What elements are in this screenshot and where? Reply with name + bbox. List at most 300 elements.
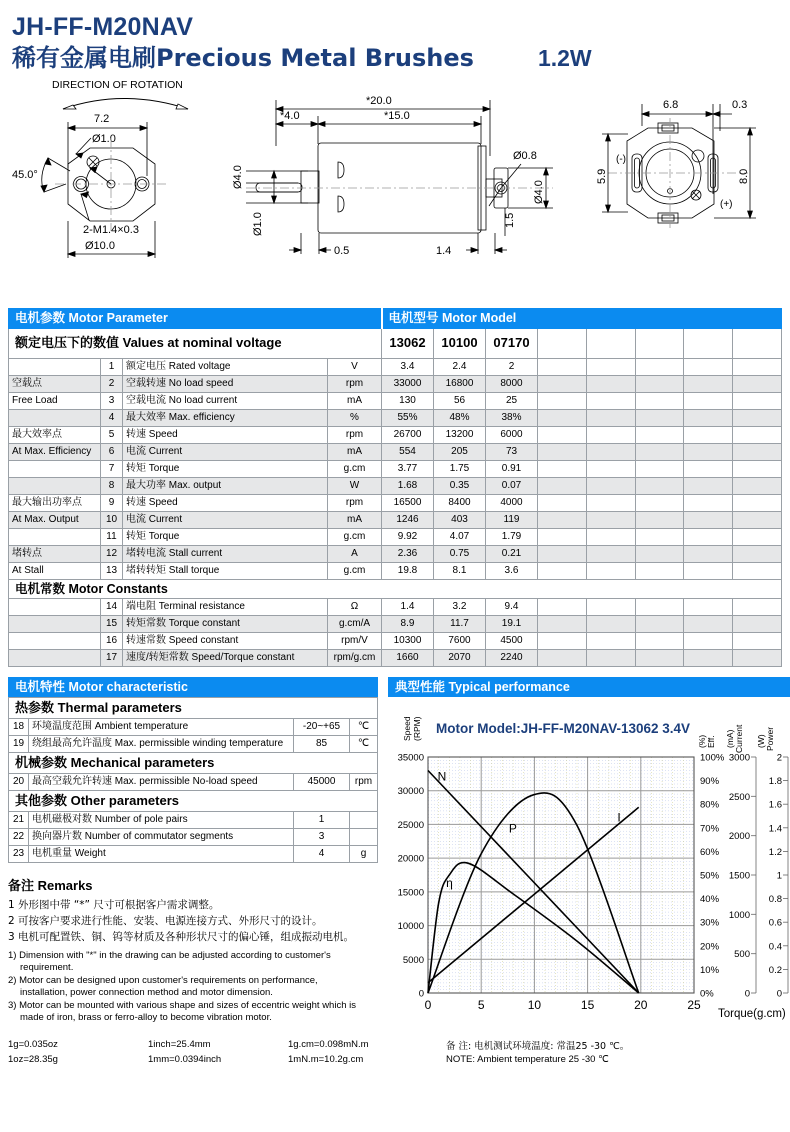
row-value-1: 205 (434, 443, 486, 460)
row-value-empty-1 (586, 649, 635, 666)
row-number: 4 (101, 409, 123, 426)
row-group: 堵转点 (9, 545, 101, 562)
row-value-empty-4 (733, 511, 782, 528)
ytick-eff: 10% (700, 964, 720, 976)
ytick-power: 0.6 (768, 917, 782, 929)
row-value-0: 130 (382, 392, 434, 409)
remark-line-en: requirement. (20, 962, 74, 973)
row-value-1: 56 (434, 392, 486, 409)
table-row (9, 735, 378, 752)
row-value-empty-1 (586, 409, 635, 426)
xtick: 5 (477, 997, 485, 1012)
row-value-empty-1 (586, 632, 635, 649)
row-name: 电机磁极对数 Number of pole pairs (29, 811, 294, 828)
x-axis-label: Torque(g.cm) (718, 1007, 786, 1020)
terminal-minus: (-) (616, 153, 626, 165)
row-value-empty-4 (733, 494, 782, 511)
row-value-empty-0 (538, 511, 587, 528)
row-number: 14 (101, 598, 123, 615)
row-unit: A (328, 545, 382, 562)
dim-0-5: 0.5 (334, 244, 350, 257)
row-value-0: 33000 (382, 375, 434, 392)
row-value-empty-1 (586, 615, 635, 632)
row-number: 18 (9, 718, 29, 735)
ytick-current: 500 (734, 948, 750, 960)
row-unit: g.cm (328, 528, 382, 545)
dimension-drawing-svg (8, 76, 782, 308)
row-number: 22 (9, 828, 29, 845)
row-value-empty-2 (635, 460, 684, 477)
unit-conversions (8, 1037, 378, 1067)
row-unit: W (328, 477, 382, 494)
dim-d0-8: Ø0.8 (513, 149, 537, 162)
dim-d1-0: Ø1.0 (92, 132, 116, 145)
motor-parameter-table (8, 308, 782, 667)
row-group (9, 615, 101, 632)
remark-line-cn: 3 电机可配置铁、铜、钨等材质及各种形状尺寸的偏心锤，组成振动电机。 (8, 930, 355, 943)
row-value-empty-4 (733, 562, 782, 579)
row-number: 16 (101, 632, 123, 649)
remark-line-cn: 2 可按客户要求进行性能、安装、电源连接方式、外形尺寸的设计。 (8, 914, 323, 927)
section-title: 机械参数 Mechanical parameters (9, 752, 378, 773)
row-value-2: 2240 (486, 649, 538, 666)
ytick-power: 0.4 (768, 940, 782, 952)
ytick-speed: 35000 (397, 752, 424, 763)
row-value-2: 9.4 (486, 598, 538, 615)
conversion-column-1 (148, 1037, 288, 1067)
row-value-empty-4 (733, 598, 782, 615)
table-row (9, 409, 782, 426)
row-value-empty-1 (586, 426, 635, 443)
row-value-empty-2 (635, 632, 684, 649)
row-number: 15 (101, 615, 123, 632)
ytick-current: 2500 (728, 791, 750, 803)
row-value-1: 2070 (434, 649, 486, 666)
row-value-empty-3 (684, 562, 733, 579)
row-value-empty-1 (586, 494, 635, 511)
row-value-empty-0 (538, 615, 587, 632)
row-value-empty-3 (684, 443, 733, 460)
ytick-current: 2000 (728, 830, 750, 842)
model-name-2: 07170 (486, 328, 538, 358)
row-unit: ℃ (350, 718, 378, 735)
ytick-power: 2 (776, 752, 782, 763)
row-value-2: 1.79 (486, 528, 538, 545)
ytick-power: 0.8 (768, 893, 782, 905)
row-value-empty-2 (635, 511, 684, 528)
table-row (9, 598, 782, 615)
row-value-empty-0 (538, 477, 587, 494)
row-value-empty-2 (635, 598, 684, 615)
conversion-item: 1g=0.035oz (8, 1038, 58, 1050)
row-value-empty-4 (733, 426, 782, 443)
y-axis-label-eff: Eff. (706, 734, 716, 748)
ytick-eff: 90% (700, 775, 720, 787)
row-value-empty-0 (538, 426, 587, 443)
row-value-empty-3 (684, 460, 733, 477)
row-number: 8 (101, 477, 123, 494)
row-name: 最高空载允许转速 Max. permissible No-load speed (29, 773, 294, 790)
xtick: 20 (634, 997, 648, 1012)
chart-title: Motor Model:JH-FF-M20NAV-13062 3.4V (436, 720, 691, 736)
model-empty-2 (635, 328, 684, 358)
row-value-1: 7600 (434, 632, 486, 649)
row-unit: rpm (328, 426, 382, 443)
row-group (9, 632, 101, 649)
row-value-2: 0.07 (486, 477, 538, 494)
remark-line-en: 1) Dimension with "*" in the drawing can be adjusted according to customer's (8, 949, 331, 961)
row-value-2: 0.21 (486, 545, 538, 562)
row-value-1: 0.35 (434, 477, 486, 494)
row-name: 转矩 Torque (123, 528, 328, 545)
row-value-2: 119 (486, 511, 538, 528)
row-value-empty-4 (733, 632, 782, 649)
row-value-empty-2 (635, 443, 684, 460)
row-value-empty-2 (635, 545, 684, 562)
row-value-0: 1660 (382, 649, 434, 666)
row-unit: ℃ (350, 735, 378, 752)
dim-thread: 2-M1.4×0.3 (83, 223, 139, 236)
row-value-empty-3 (684, 477, 733, 494)
dim-4-0: *4.0 (280, 109, 300, 122)
dim-45-deg: 45.0° (12, 168, 38, 181)
row-value-1: 16800 (434, 375, 486, 392)
row-unit: mA (328, 511, 382, 528)
row-name: 电机重量 Weight (29, 845, 294, 862)
row-group: Free Load (9, 392, 101, 409)
row-name: 环境温度范围 Ambient temperature (29, 718, 294, 735)
row-value-empty-1 (586, 562, 635, 579)
row-value-empty-4 (733, 649, 782, 666)
row-value-1: 8400 (434, 494, 486, 511)
row-group: At Stall (9, 562, 101, 579)
row-group: At Max. Efficiency (9, 443, 101, 460)
characteristic-panel (8, 677, 378, 1067)
curve-label-η: η (446, 875, 453, 890)
remarks-block (8, 875, 378, 1067)
row-unit: mA (328, 443, 382, 460)
chart-note-english: NOTE: Ambient temperature 25 -30 ℃ (446, 1053, 609, 1065)
row-value-1: 2.4 (434, 358, 486, 375)
dim-20-0: *20.0 (366, 94, 392, 107)
row-value-empty-1 (586, 477, 635, 494)
row-value-empty-2 (635, 615, 684, 632)
row-value-empty-0 (538, 443, 587, 460)
row-unit: g (350, 845, 378, 862)
model-empty-4 (733, 328, 782, 358)
table-row (9, 828, 378, 845)
row-value-empty-3 (684, 409, 733, 426)
ytick-speed: 20000 (397, 853, 424, 865)
nominal-voltage-label: 额定电压下的数值 Values at nominal voltage (9, 328, 382, 358)
ytick-eff: 30% (700, 917, 720, 929)
page-header (8, 0, 782, 72)
row-value-empty-1 (586, 375, 635, 392)
row-value-1: 4.07 (434, 528, 486, 545)
row-unit: mA (328, 392, 382, 409)
technical-drawings (8, 76, 782, 308)
conversion-item: 1g.cm=0.098mN.m (288, 1038, 369, 1050)
ytick-eff: 20% (700, 940, 720, 952)
table-row (9, 845, 378, 862)
row-value-2: 4500 (486, 632, 538, 649)
row-name: 端电阻 Terminal resistance (123, 598, 328, 615)
remark-line-en: 3) Motor can be mounted with various shape and sizes of eccentric weight which is (8, 999, 356, 1011)
row-number: 21 (9, 811, 29, 828)
row-value-empty-3 (684, 511, 733, 528)
table-row (9, 649, 782, 666)
row-number: 9 (101, 494, 123, 511)
row-unit: rpm/V (328, 632, 382, 649)
performance-header: 典型性能 Typical performance (388, 677, 790, 697)
characteristic-header: 电机特性 Motor characteristic (8, 677, 378, 697)
y-axis-label-current-unit: (mA) (725, 729, 735, 748)
row-unit: rpm/g.cm (328, 649, 382, 666)
row-name: 换向器片数 Number of commutator segments (29, 828, 294, 845)
row-name: 转速常数 Speed constant (123, 632, 328, 649)
row-value-empty-2 (635, 392, 684, 409)
row-number: 17 (101, 649, 123, 666)
row-value-empty-0 (538, 528, 587, 545)
xtick: 15 (580, 997, 595, 1012)
conversion-item: 1oz=28.35g (8, 1053, 58, 1065)
row-name: 空载转速 No load speed (123, 375, 328, 392)
row-value-empty-1 (586, 443, 635, 460)
row-value: 45000 (294, 773, 350, 790)
row-group (9, 358, 101, 375)
constants-header-row (9, 579, 782, 598)
row-value-2: 8000 (486, 375, 538, 392)
row-value-empty-4 (733, 358, 782, 375)
row-value-empty-0 (538, 598, 587, 615)
ytick-speed: 30000 (397, 785, 424, 797)
row-value-0: 10300 (382, 632, 434, 649)
dim-d4-left: Ø4.0 (232, 164, 244, 189)
performance-panel (388, 677, 790, 1067)
row-value-2: 73 (486, 443, 538, 460)
row-value-0: 16500 (382, 494, 434, 511)
table-row (9, 773, 378, 790)
table-row (9, 511, 782, 528)
ytick-speed: 10000 (397, 920, 424, 932)
row-number: 19 (9, 735, 29, 752)
page-subtitle: 稀有金属电刷Precious Metal Brushes (12, 43, 474, 72)
model-empty-3 (684, 328, 733, 358)
ytick-power: 1.4 (768, 822, 782, 834)
table-row (9, 494, 782, 511)
row-value-empty-1 (586, 545, 635, 562)
row-value-1: 403 (434, 511, 486, 528)
characteristic-section-row (9, 752, 378, 773)
row-name: 转速 Speed (123, 426, 328, 443)
row-value-empty-1 (586, 598, 635, 615)
dim-d4-right: Ø4.0 (533, 179, 545, 204)
ytick-eff: 60% (700, 846, 720, 858)
row-unit (350, 811, 378, 828)
ytick-eff: 80% (700, 799, 720, 811)
row-value-empty-2 (635, 375, 684, 392)
row-value-empty-2 (635, 562, 684, 579)
row-value-empty-0 (538, 649, 587, 666)
curve-label-N: N (437, 769, 447, 784)
row-number: 12 (101, 545, 123, 562)
row-name: 转矩 Torque (123, 460, 328, 477)
row-number: 20 (9, 773, 29, 790)
dim-d10-0: Ø10.0 (85, 239, 115, 252)
row-group (9, 477, 101, 494)
row-value-empty-0 (538, 562, 587, 579)
row-value-2: 2 (486, 358, 538, 375)
table-row (9, 426, 782, 443)
row-group (9, 528, 101, 545)
row-value-empty-1 (586, 358, 635, 375)
ytick-power: 1 (776, 870, 782, 881)
row-value-empty-4 (733, 392, 782, 409)
characteristic-section-row (9, 790, 378, 811)
row-number: 23 (9, 845, 29, 862)
row-unit: rpm (328, 494, 382, 511)
row-value-empty-3 (684, 392, 733, 409)
table-row (9, 460, 782, 477)
row-group: 空载点 (9, 375, 101, 392)
row-value-0: 1.68 (382, 477, 434, 494)
row-name: 最大功率 Max. output (123, 477, 328, 494)
row-number: 5 (101, 426, 123, 443)
row-group (9, 598, 101, 615)
row-value-empty-2 (635, 358, 684, 375)
table-row (9, 718, 378, 735)
dim-15-0: *15.0 (384, 109, 410, 122)
performance-chart (388, 701, 790, 1031)
row-value-empty-4 (733, 409, 782, 426)
conversion-item: 1mm=0.0394inch (148, 1053, 222, 1065)
row-group (9, 460, 101, 477)
ytick-current: 1500 (728, 870, 750, 881)
remark-line-cn: 1 外形图中带 “*” 尺寸可根据客户需求调整。 (8, 898, 220, 911)
row-value-empty-1 (586, 511, 635, 528)
row-value-2: 19.1 (486, 615, 538, 632)
row-value-empty-3 (684, 375, 733, 392)
dim-5-9: 5.9 (596, 168, 608, 184)
characteristic-table (8, 697, 378, 863)
ytick-current: 1000 (728, 909, 750, 921)
ytick-speed: 15000 (397, 886, 424, 898)
row-value-empty-3 (684, 426, 733, 443)
terminal-plus: (+) (720, 198, 733, 210)
row-group: 最大输出功率点 (9, 494, 101, 511)
row-value-empty-2 (635, 426, 684, 443)
curve-label-P: P (508, 821, 517, 835)
page-title: JH-FF-M20NAV (12, 13, 194, 41)
row-value-empty-4 (733, 545, 782, 562)
row-value-1: 48% (434, 409, 486, 426)
row-value-empty-3 (684, 528, 733, 545)
ytick-speed: 0 (418, 988, 424, 999)
row-value-empty-0 (538, 375, 587, 392)
row-value-0: 3.4 (382, 358, 434, 375)
row-value-empty-3 (684, 632, 733, 649)
curve-label-I: I (617, 810, 621, 824)
row-value-empty-0 (538, 409, 587, 426)
table-row (9, 392, 782, 409)
dim-1-4: 1.4 (436, 244, 452, 257)
y-axis-label-rpm: (RPM) (412, 715, 422, 741)
row-unit: g.cm (328, 460, 382, 477)
row-value-2: 6000 (486, 426, 538, 443)
ytick-eff: 40% (700, 893, 720, 905)
row-value-empty-3 (684, 545, 733, 562)
table-row (9, 632, 782, 649)
table-row (9, 545, 782, 562)
row-value-0: 1246 (382, 511, 434, 528)
ytick-eff: 70% (700, 822, 720, 834)
row-unit (350, 828, 378, 845)
y-axis-label-current: Current (734, 724, 744, 753)
ytick-power: 0.2 (768, 964, 782, 976)
row-value-empty-0 (538, 494, 587, 511)
conversion-column-0 (8, 1037, 148, 1067)
row-value: 1 (294, 811, 350, 828)
row-value-1: 1.75 (434, 460, 486, 477)
ytick-power: 1.6 (768, 799, 782, 811)
remarks-english (8, 950, 378, 1025)
row-name: 堵转转矩 Stall torque (123, 562, 328, 579)
ytick-speed: 25000 (397, 819, 424, 831)
row-value-empty-0 (538, 460, 587, 477)
ytick-power: 1.8 (768, 775, 782, 787)
chart-note-chinese: 备 注: 电机测试环境温度: 常温25 -30 ℃。 (446, 1040, 630, 1052)
row-number: 3 (101, 392, 123, 409)
y-axis-label-speed: Speed (402, 715, 412, 741)
row-value-empty-3 (684, 615, 733, 632)
row-value-0: 26700 (382, 426, 434, 443)
row-value-2: 25 (486, 392, 538, 409)
row-value-empty-0 (538, 545, 587, 562)
row-unit: rpm (350, 773, 378, 790)
xtick: 0 (424, 997, 432, 1012)
row-value-0: 3.77 (382, 460, 434, 477)
row-group: At Max. Output (9, 511, 101, 528)
row-value-0: 19.8 (382, 562, 434, 579)
row-unit: g.cm/A (328, 615, 382, 632)
row-value-empty-2 (635, 528, 684, 545)
row-value-2: 38% (486, 409, 538, 426)
row-number: 13 (101, 562, 123, 579)
dim-d1-left: Ø1.0 (252, 211, 264, 236)
dim-6-8: 6.8 (663, 98, 679, 111)
table-row (9, 811, 378, 828)
row-value-0: 2.36 (382, 545, 434, 562)
row-value-empty-0 (538, 392, 587, 409)
row-number: 6 (101, 443, 123, 460)
row-value-empty-0 (538, 632, 587, 649)
rotation-label-text: DIRECTION OF ROTATION (52, 78, 183, 91)
row-value: 3 (294, 828, 350, 845)
row-group (9, 649, 101, 666)
row-name: 空载电流 No load current (123, 392, 328, 409)
dim-1-5: 1.5 (504, 212, 516, 228)
model-empty-1 (586, 328, 635, 358)
row-value-0: 554 (382, 443, 434, 460)
row-value-empty-3 (684, 649, 733, 666)
row-value-empty-3 (684, 494, 733, 511)
row-name: 绕组最高允许温度 Max. permissible winding temperature (29, 735, 294, 752)
row-name: 额定电压 Rated voltage (123, 358, 328, 375)
conversion-item: 1inch=25.4mm (148, 1038, 211, 1050)
row-value-empty-1 (586, 392, 635, 409)
section-title: 热参数 Thermal parameters (9, 697, 378, 718)
row-value-1: 8.1 (434, 562, 486, 579)
